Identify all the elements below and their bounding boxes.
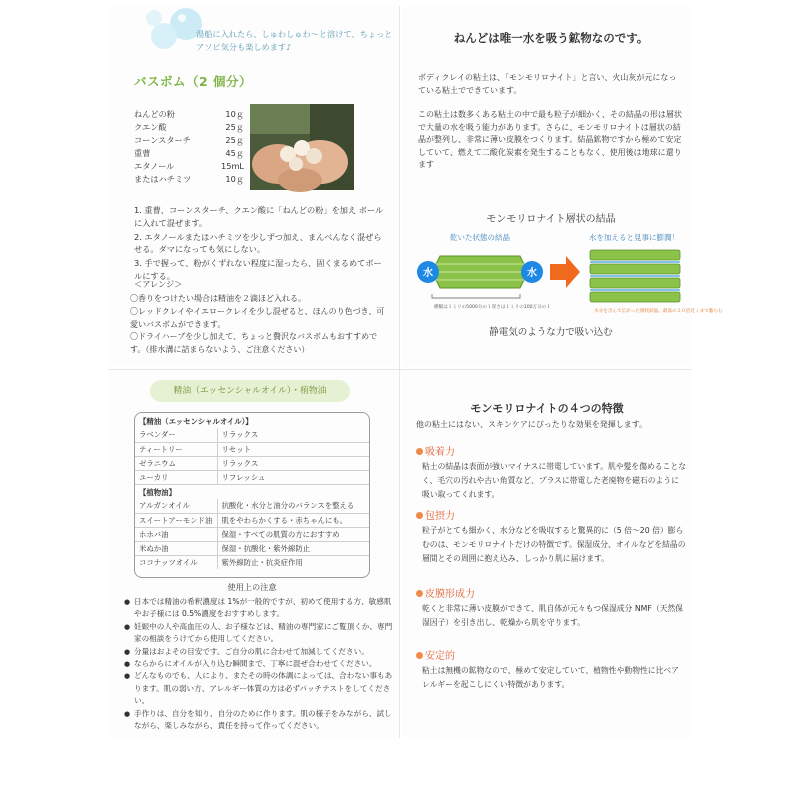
table-row: ホホバ油 保湿・すべての肌質の方におすすめ [135, 527, 369, 541]
feature-heading: 安定的 [416, 650, 686, 664]
notes-heading: 使用上の注意 [227, 582, 277, 592]
feature-heading: 吸着力 [416, 446, 686, 460]
arrange-heading: ＜アレンジ＞ [134, 279, 183, 289]
note-item: ● 分量はおよその目安です。ご自分の肌に合わせて加減してください。 [124, 646, 394, 658]
oils-panel [108, 372, 398, 738]
arrow-icon [550, 256, 580, 288]
clay-paragraph: ボディクレイの粘土は、「モンモリロナイト」と言い、火山灰が元になっている粘土でできています。 [418, 73, 677, 95]
arrange-item: 〇ドライハーブを少し加えて、ちょっと贅沢なバスボムもおすすめです。（排水溝に詰まらないよう、ご注意ください） [130, 332, 378, 355]
arrange-item: 〇香りをつけたい場合は精油を２滴ほど入れる。 [130, 294, 306, 303]
clay-body [418, 72, 682, 184]
diagram-caption: 静電気のような力で吸い込む [489, 327, 613, 338]
svg-text:水: 水 [423, 268, 433, 279]
ingredient-row: 重曹 45ｇ [134, 148, 244, 158]
feature-body: 乾くと非常に薄い皮膜ができて、肌自体が元々もつ保湿成分 NMF（天然保湿因子）を引き出し、乾燥から肌を守ります。 [422, 604, 684, 627]
water-drop-left-icon [417, 261, 439, 283]
arrange-item: 〇レッドクレイやイエロークレイを少し混ぜると、ほんのり色づき、可愛いバスボムができます。 [130, 306, 385, 329]
clay-title: ねんどは唯一水を吸う鉱物なのです。 [453, 31, 649, 45]
feature-item [416, 446, 686, 502]
features-panel [402, 372, 692, 738]
bubbles-icon [142, 6, 202, 54]
wet-label: 水を加えると見事に膨潤！ [589, 233, 679, 242]
oils-table [135, 413, 369, 569]
feature-heading: 包摂力 [416, 510, 686, 524]
oils-banner: 精油（エッセンシャルオイル）・植物油 [150, 380, 350, 402]
table-row: ラベンダー リラックス [135, 428, 369, 442]
bath-bomb-panel [108, 6, 398, 366]
table-row: ユーカリ リフレッシュ [135, 470, 369, 484]
width-note: 横幅は１ミリの5000分の１厚さは１ミリの100万分の１ [434, 305, 551, 310]
horizontal-fold-line [108, 369, 692, 370]
ingredient-row: エタノール 15mL [134, 161, 244, 171]
features-lead: 他の粘土にはない、スキンケアにぴったりな効果を発揮します。 [416, 420, 648, 429]
clay-paragraph: この粘土は数多くある粘土の中で最も粒子が細かく、その結晶の形は層状で大量の水を吸う能力があります。さらに、モンモリロナイトは層状の結晶が整列し、非常に薄い皮膜をつくります。結晶鉱物ですから極めて安定していて、燃えて二酸化炭素を発生することもなく、使用後は地球に還ります [418, 110, 682, 169]
table-row: ゼラニウム リラックス [135, 456, 369, 470]
bath-bomb-photo [250, 104, 354, 190]
arrange-list [130, 293, 392, 357]
features-title: モンモリロナイトの４つの特徴 [470, 402, 624, 415]
ingredient-row: またはハチミツ 10ｇ [134, 174, 244, 184]
table-row: 米ぬか油 保湿・抗酸化・紫外線防止 [135, 541, 369, 555]
swell-note: 水分を含んで広がった層状結晶。最高の２０倍近くまで膨らむ [594, 309, 723, 314]
diagram-title: モンモリロナイト層状の結晶 [486, 214, 616, 225]
note-item: ● ならからにオイルが入り込む瞬間まで、丁寧に混ぜ合わせてください。 [124, 658, 394, 670]
water-drop-right-icon [521, 261, 543, 283]
plant-heading: 【植物油】 [139, 488, 176, 498]
ingredient-row: コーンスターチ 25ｇ [134, 135, 244, 145]
step-item: 3. 手で握って、粉がくずれない程度に湿ったら、固くまるめてボールにする。 [134, 258, 382, 281]
step-list [134, 204, 384, 284]
note-item: ● どんなものでも、人により、またその時の体調によっては、合わない事もあります。肌の弱い方、アレルギー体質の方は必ずパッチテストをしてください。 [124, 670, 394, 707]
feature-body: 粘土の結晶は表面が強いマイナスに帯電しています。肌や髪を傷めることなく、毛穴の汚れや古い角質など、プラスに帯電した老廃物を磁石のように吸い取ってくれます。 [422, 462, 686, 499]
dry-label: 乾いた状態の結晶 [450, 233, 510, 242]
feature-item [416, 650, 686, 692]
vertical-fold-line [399, 6, 400, 738]
note-item: ● 手作りは、自分を知り、自分のために作ります。肌の様子をみながら、試しながら、楽しみながら、責任を持って作ってください。 [124, 708, 394, 733]
step-item: 2. エタノールまたはハチミツを少しずつ加え、まんべんなく混ぜらせる。ダマになっても気にしない。 [134, 231, 382, 255]
feature-item [416, 588, 686, 630]
feature-item [416, 510, 686, 566]
table-row: ココナッツオイル 紫外線防止・抗炎症作用 [135, 555, 369, 569]
swollen-crystal [590, 250, 680, 302]
feature-heading: 皮膜形成力 [416, 588, 686, 602]
crystal-diagram [412, 224, 723, 324]
ingredient-row: ねんどの粉 10ｇ [134, 109, 244, 119]
oils-table-box [134, 412, 370, 578]
feature-body: 粒子がとても細かく、水分などを吸収すると驚異的に（5 倍〜20 倍）膨らむのは、モンモリロナイトだけの特徴です。保湿成分、オイルなどを結晶の層間とその周囲に抱え込み、しっかり肌に届けます。 [422, 526, 686, 563]
table-row: アルガンオイル 抗酸化・水分と油分のバランスを整える [135, 499, 369, 513]
note-item: ● 日本では精油の希釈濃度は 1%が一般的ですが、初めて使用する方、敏感肌やお子様には 0.5%濃度をおすすめします。 [124, 596, 394, 621]
ingredient-list [134, 108, 244, 186]
width-bracket [432, 294, 520, 298]
table-row: スイートアーモンド油 肌をやわらかくする・赤ちゃんにも。 [135, 513, 369, 527]
table-row: ティートリー リセット [135, 442, 369, 456]
note-item: ● 妊娠中の人や高血圧の人、お子様などは、精油の専門家にご覧頂くか、専門家の相談をうけてから使用してください。 [124, 621, 394, 646]
feature-body: 粘土は無機の鉱物なので、極めて安定していて、植物性や動物性に比べアレルギーを起こしにくい特徴があります。 [422, 666, 679, 689]
step-item: 1. 重曹、コーンスターチ、クエン酸に「ねんどの粉」を加え ボールに入れて混ぜます。 [134, 205, 384, 228]
essential-heading: 【精油（エッセンシャルオイル）】 [139, 417, 253, 426]
intro-text: 湯船に入れたら、しゅわしゅわ〜と溶けて、ちょっとアソビ気分も楽しめます♪ [196, 29, 393, 52]
svg-text:水: 水 [527, 268, 537, 279]
recipe-title: バスボム（2 個分） [134, 74, 253, 89]
notes-list [124, 596, 394, 732]
ingredient-row: クエン酸 25ｇ [134, 122, 244, 132]
dry-crystal [432, 256, 528, 288]
clay-panel [402, 6, 723, 366]
